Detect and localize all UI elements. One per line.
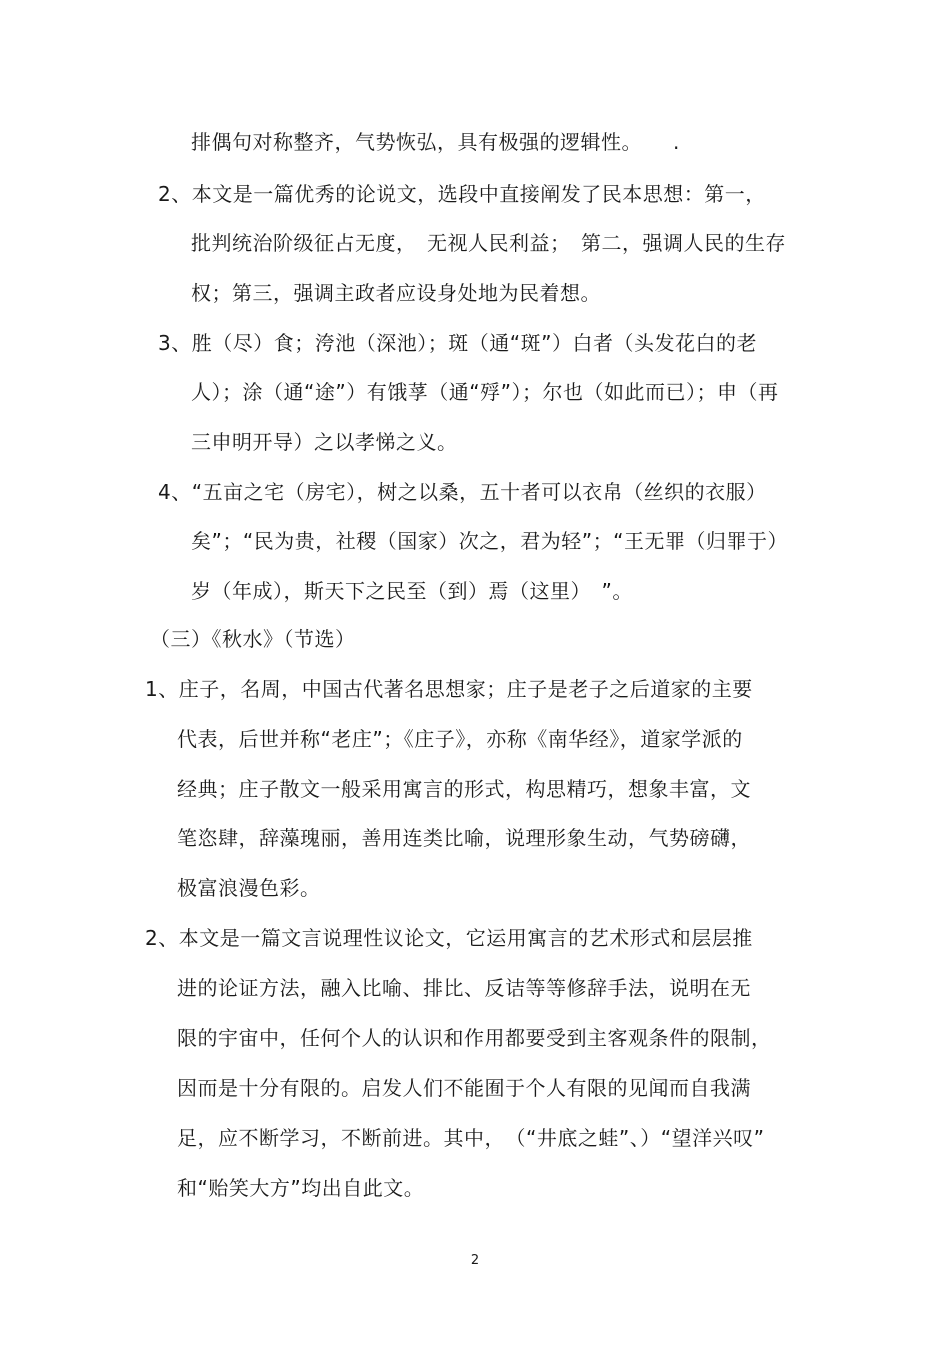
text-line: 排偶句对称整齐，气势恢弘，具有极强的逻辑性。 . (191, 130, 680, 154)
text-line: 代表，后世并称“老庄”；《庄子》，亦称《南华经》，道家学派的 (177, 727, 743, 751)
text-line: 三申明开导）之以孝悌之义。 (191, 430, 458, 454)
text-line: 进的论证方法，融入比喻、排比、反诘等等修辞手法，说明在无 (177, 976, 751, 1000)
text-line: 批判统治阶级征占无度， 无视人民利益； 第二，强调人民的生存 (191, 231, 786, 255)
list-item-1-line: 1、庄子，名周，中国古代著名思想家；庄子是老子之后道家的主要 (145, 677, 753, 701)
list-item-3-line: 3、胜（尽）食；洿池（深池）；斑（通“斑”）白者（头发花白的老 (158, 331, 757, 355)
text-line: 经典；庄子散文一般采用寓言的形式，构思精巧，想象丰富，文 (177, 777, 751, 801)
text-line: 人）；涂（通“途”）有饿莩（通“殍”）；尔也（如此而已）；申（再 (191, 380, 779, 404)
list-item-2-line: 2、本文是一篇文言说理性议论文，它运用寓言的艺术形式和层层推 (145, 926, 753, 950)
page-number: 2 (470, 1253, 480, 1268)
text-line: 限的宇宙中，任何个人的认识和作用都要受到主客观条件的限制， (177, 1026, 772, 1050)
text-line: 权；第三，强调主政者应设身处地为民着想。 (191, 281, 601, 305)
text-line: 极富浪漫色彩。 (177, 876, 321, 900)
text-line: 笔恣肆，辞藻瑰丽，善用连类比喻，说理形象生动，气势磅礴， (177, 826, 751, 850)
text-line: 岁（年成），斯天下之民至（到）焉（这里） ”。 (191, 579, 633, 603)
section-heading: （三）《秋水》（节选） (150, 627, 356, 651)
text-line: 和“贻笑大方”均出自此文。 (177, 1176, 425, 1200)
text-line: 因而是十分有限的。启发人们不能囿于个人有限的见闻而自我满 (177, 1076, 751, 1100)
text-line: 矣”；“民为贵，社稷（国家）次之，君为轻”；“王无罪（归罪于） (191, 529, 788, 553)
list-item-4-line: 4、“五亩之宅（房宅），树之以桑，五十者可以衣帛（丝织的衣服） (158, 480, 767, 504)
text-line: 足，应不断学习，不断前进。其中， （“井底之蛙”、）“望洋兴叹” (177, 1126, 765, 1150)
list-item-2-line: 2、本文是一篇优秀的论说文，选段中直接阐发了民本思想：第一， (158, 182, 766, 206)
